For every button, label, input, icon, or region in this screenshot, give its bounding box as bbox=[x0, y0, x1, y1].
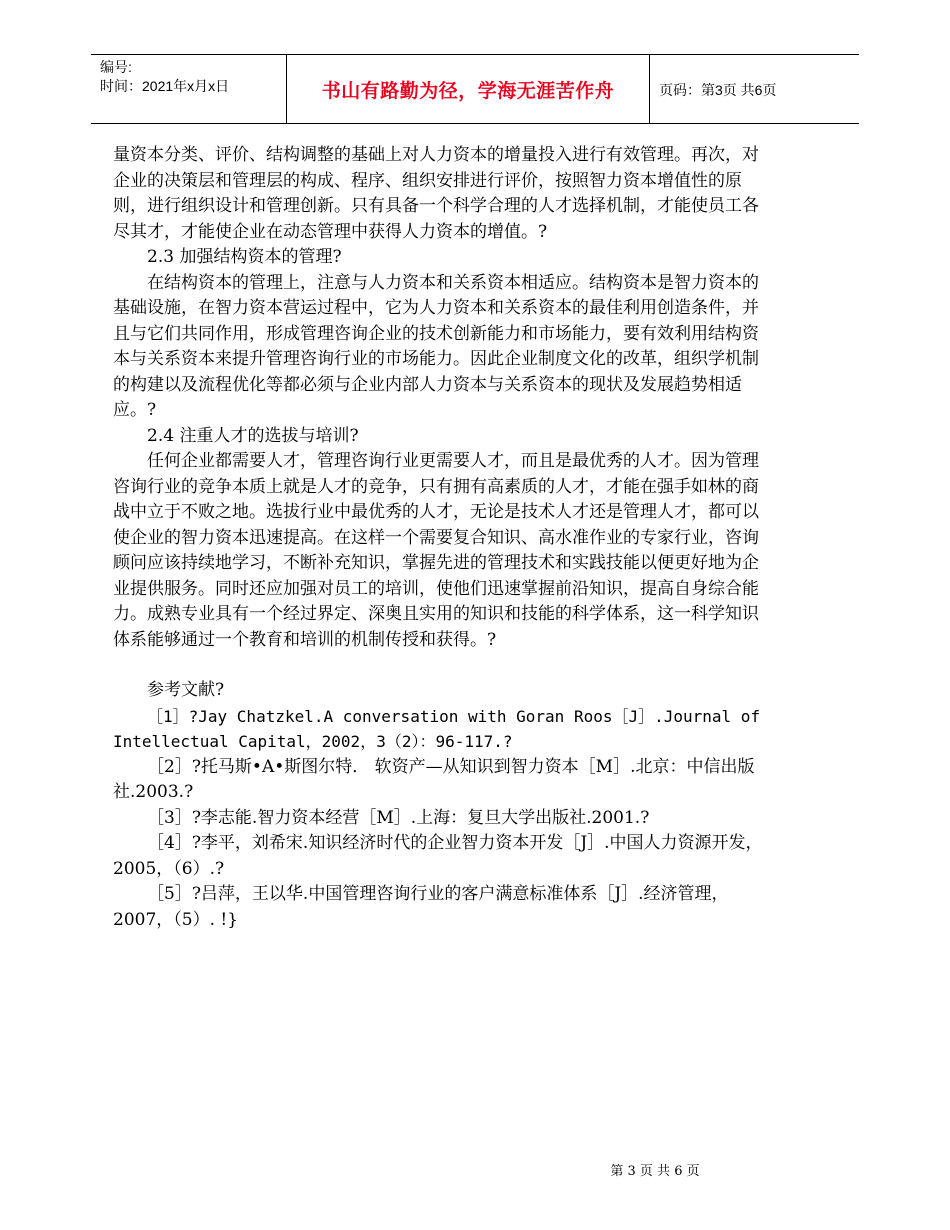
paragraph-talent-selection: 任何企业都需要人才，管理咨询行业更需要人才，而且是最优秀的人才。因为管理咨询行业的竞争本质上就是人才的竞争，只有拥有高素质的人才，才能在强手如林的商战中立于不败之地。选拔行业中最优秀的人才，无论是技术人才还是管理人才，都可以使企业的智力资本迅速提高。在这样一个需要复合知识、高水准作业的专家行业，咨询顾问应该持续地学习，不断补充知识，掌握先进的管理技术和实践技能以便更好地为企业提供服务。同时还应加强对员工的培训，使他们迅速掌握前沿知识，提高自身综合能力。成熟专业具有一个经过界定、深奥且实用的知识和技能的科学体系，这一科学知识体系能够通过一个教育和培训的机制传授和获得。? bbox=[113, 451, 759, 650]
header-page-number: 页码：第3页 共6页 bbox=[659, 82, 777, 98]
document-date-label: 时间：2021年x月x日 bbox=[100, 78, 230, 94]
paragraph-structural-capital: 在结构资本的管理上，注意与人力资本和关系资本相适应。结构资本是智力资本的基础设施，在智力资本营运过程中，它为人力资本和关系资本的最佳利用创造条件，并且与它们共同作用，形成管理咨询企业的技术创新能力和市场能力，要有效利用结构资本与关系资本来提升管理咨询行业的市场能力。因此企业制度文化的改革，组织学机制的构建以及流程优化等都必须与企业内部人力资本与关系资本的现状及发展趋势相适应。? bbox=[113, 272, 759, 420]
document-number-label: 编号: bbox=[100, 59, 132, 75]
document-body bbox=[113, 143, 773, 933]
header-meta bbox=[100, 58, 229, 96]
reference-item: ［5］?吕萍，王以华.中国管理咨询行业的客户满意标准体系［J］.经济管理，2007，（5）. !} bbox=[113, 884, 729, 930]
reference-item: ［3］?李志能.智力资本经营［M］.上海：复旦大学出版社.2001.? bbox=[147, 807, 650, 828]
reference-item: ［4］?李平，刘希宋.知识经济时代的企业智力资本开发［J］.中国人力资源开发，2005，（6）.? bbox=[113, 833, 763, 879]
page-footer: 第 3 页 共 6 页 bbox=[610, 1164, 700, 1179]
references-title: 参考文献? bbox=[147, 680, 225, 700]
paragraph-continued: 量资本分类、评价、结构调整的基础上对人力资本的增量投入进行有效管理。再次，对企业的决策层和管理层的构成、程序、组织安排进行评价，按照智力资本增值性的原则，进行组织设计和管理创新。只有具备一个科学合理的人才选择机制，才能使员工各尽其才，才能使企业在动态管理中获得人力资本的增值。? bbox=[113, 145, 759, 242]
spacer bbox=[113, 653, 773, 678]
section-heading-2-3: 2.3 加强结构资本的管理? bbox=[147, 247, 342, 267]
reference-item: ［2］?托马斯•A•斯图尔特． 软资产—从知识到智力资本［M］.北京：中信出版社.2003.? bbox=[113, 756, 755, 802]
section-heading-2-4: 2.4 注重人才的选拔与培训? bbox=[147, 425, 359, 446]
page-header bbox=[91, 54, 859, 124]
reference-item: ［1］?Jay Chatzkel.A conversation with Goran Roos［J］.Journal of Intellectual Capital，2002，3（2）：96-117.? bbox=[113, 706, 761, 751]
header-motto: 书山有路勤为径，学海无涯苦作舟 bbox=[286, 55, 650, 123]
